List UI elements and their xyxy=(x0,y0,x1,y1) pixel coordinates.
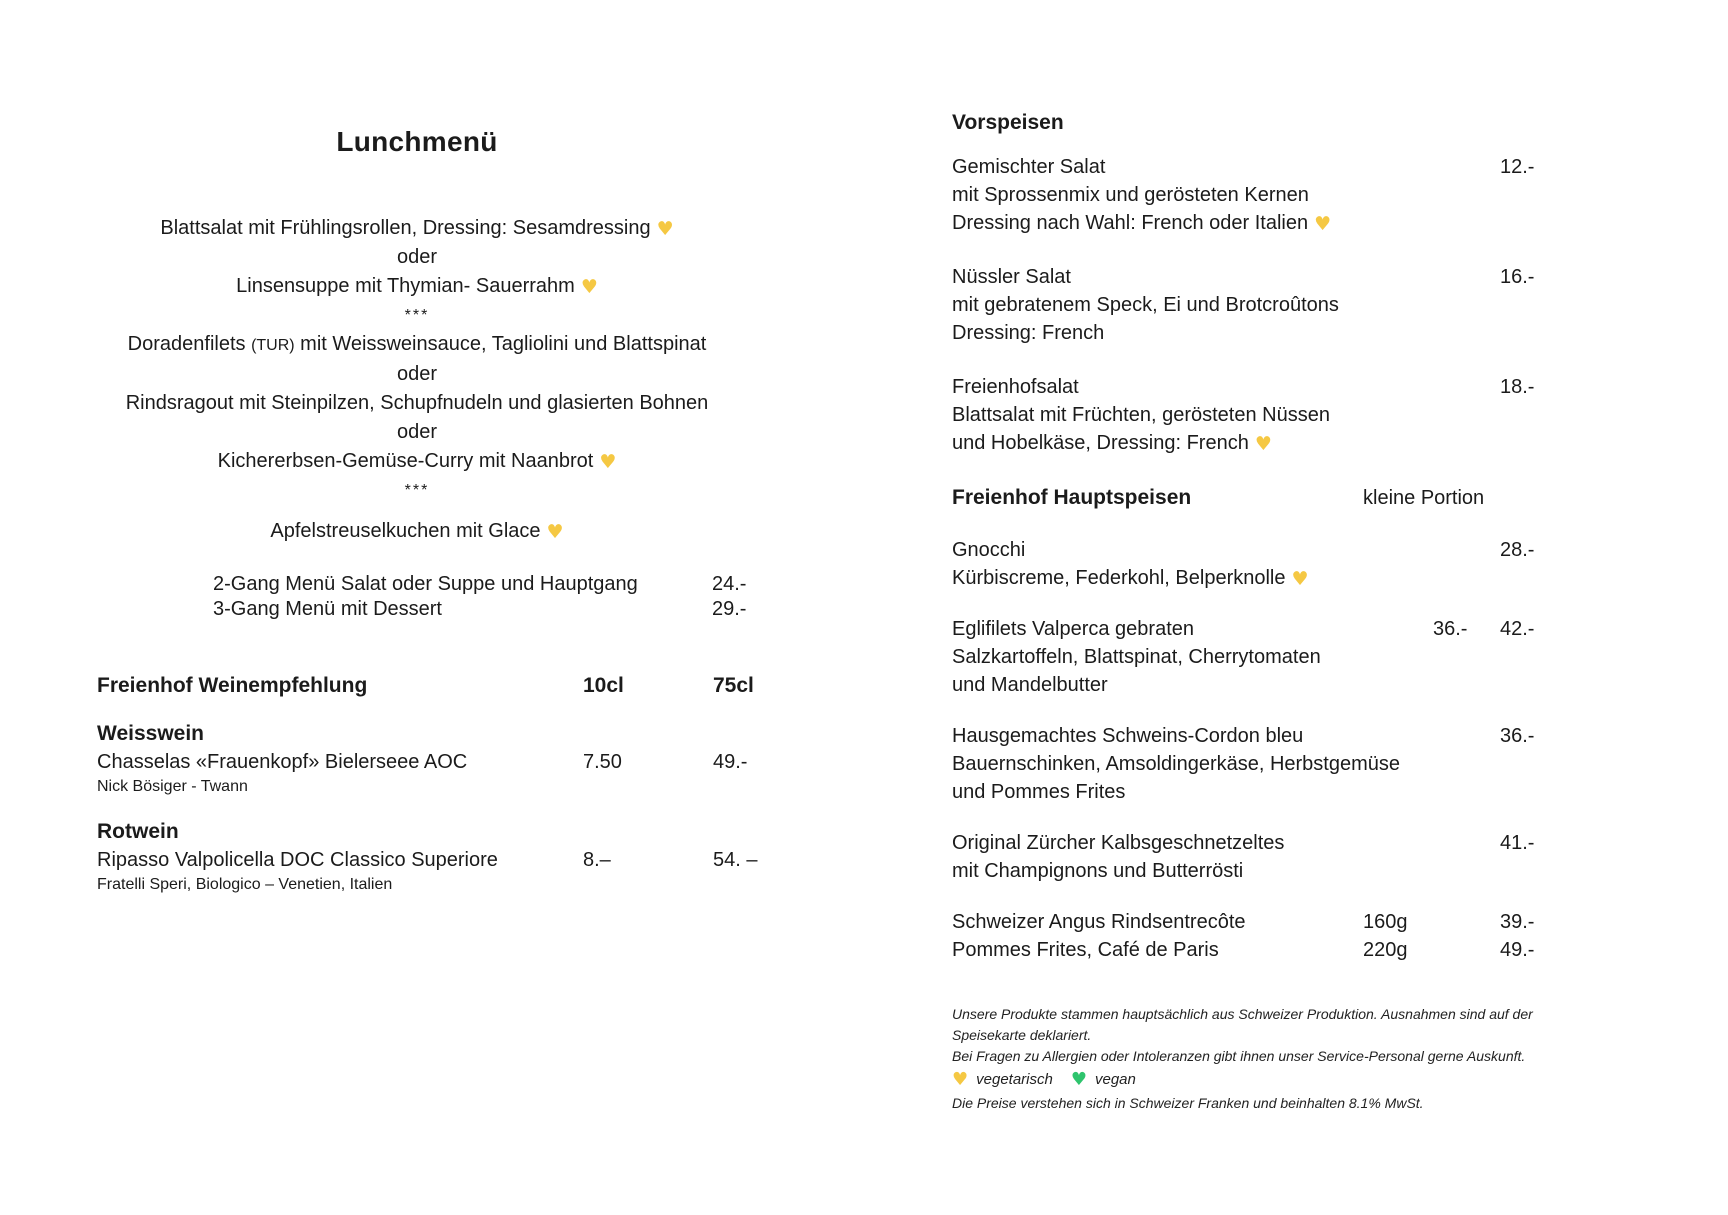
item-price: 41.- xyxy=(1500,832,1535,854)
menu-price-value: 24.- xyxy=(712,573,747,595)
menu-item xyxy=(952,615,1552,699)
lunch-menu-column xyxy=(97,126,758,896)
vegetarian-heart-icon: ♥ xyxy=(656,218,674,240)
menu-item xyxy=(952,908,1552,964)
menu-item xyxy=(952,722,1552,806)
item-name: Gnocchi xyxy=(952,539,1026,561)
course-separator-oder xyxy=(97,243,737,272)
divider-text: *** xyxy=(404,307,430,324)
mains-list xyxy=(952,536,1552,964)
item-price: 39.- xyxy=(1500,911,1535,933)
origin-note: (TUR) xyxy=(251,337,295,354)
item-description: und Pommes Frites xyxy=(952,781,1126,803)
wine-size-small-header: 10cl xyxy=(583,674,624,697)
vegetarian-heart-icon: ♥ xyxy=(1254,433,1272,455)
item-mid-cell xyxy=(1363,829,1500,857)
wine-price-large: 54. – xyxy=(713,849,758,871)
menu-item xyxy=(952,263,1552,347)
vegan-heart-icon: ♥ xyxy=(1070,1069,1087,1090)
course-divider xyxy=(97,301,737,330)
item-name-row xyxy=(952,536,1552,564)
item-name-row xyxy=(952,615,1552,643)
mains-header-row xyxy=(952,483,1552,513)
course-text: mit Weissweinsauce, Tagliolini und Blattspinat xyxy=(294,333,707,355)
item-name: Gemischter Salat xyxy=(952,156,1106,178)
item-description: und Mandelbutter xyxy=(952,674,1108,696)
vegetarian-heart-icon: ♥ xyxy=(1291,568,1309,590)
course-text: Rindsragout mit Steinpilzen, Schupfnudeln und glasierten Bohnen xyxy=(125,392,709,414)
item-name-row xyxy=(952,153,1552,181)
item-description: mit Champignons und Butterrösti xyxy=(952,860,1244,882)
footer-note: Speisekarte deklariert. xyxy=(952,1027,1092,1043)
menu-item xyxy=(952,536,1552,592)
item-price: 12.- xyxy=(1500,156,1535,178)
menu-price-value: 29.- xyxy=(712,598,747,620)
menu-price-label: 2-Gang Menü Salat oder Suppe und Hauptgang xyxy=(213,573,638,595)
footer-note: Bei Fragen zu Allergien oder Intoleranzen gibt ihnen unser Service-Personal gerne Auskunft. xyxy=(952,1048,1526,1064)
starters-section-title: Vorspeisen xyxy=(952,111,1064,134)
menu-item xyxy=(952,829,1552,885)
course-line xyxy=(97,272,737,301)
item-description xyxy=(952,429,1552,457)
course-text: Blattsalat mit Frühlingsrollen, Dressing: Sesamdressing xyxy=(160,217,651,239)
starters-list xyxy=(952,153,1552,457)
course-separator-oder xyxy=(97,360,737,389)
item-description-text: und Hobelkäse, Dressing: French xyxy=(952,432,1249,454)
item-description-text: Dressing nach Wahl: French oder Italien xyxy=(952,212,1309,234)
item-weight: 220g xyxy=(1363,939,1408,961)
menu-price-label: 3-Gang Menü mit Dessert xyxy=(213,598,442,620)
vegetarian-heart-icon: ♥ xyxy=(546,521,564,543)
vegetarian-legend-label: vegetarisch xyxy=(976,1071,1053,1088)
item-description: Salzkartoffeln, Blattspinat, Cherrytomaten xyxy=(952,646,1321,668)
item-name-row xyxy=(952,263,1552,291)
item-name: Original Zürcher Kalbsgeschnetzeltes xyxy=(952,832,1285,854)
divider-text: *** xyxy=(404,482,430,499)
item-description: Blattsalat mit Früchten, gerösteten Nüssen xyxy=(952,404,1330,426)
course-separator-oder xyxy=(97,418,737,447)
footer-note: Die Preise verstehen sich in Schweizer Franken und beinhalten 8.1% MwSt. xyxy=(952,1095,1424,1111)
item-mid-cell xyxy=(1363,263,1500,291)
item-name: Nüssler Salat xyxy=(952,266,1071,288)
course-line xyxy=(97,447,737,476)
item-description: Bauernschinken, Amsoldingerkäse, Herbstgemüse xyxy=(952,753,1401,775)
item-mid-cell xyxy=(1363,373,1500,401)
course-text: oder xyxy=(396,246,438,268)
item-description: Dressing: French xyxy=(952,322,1105,344)
footer-note: Unsere Produkte stammen hauptsächlich aus Schweizer Produktion. Ausnahmen sind auf der xyxy=(952,1006,1533,1022)
vegetarian-heart-icon: ♥ xyxy=(599,451,617,473)
wine-row xyxy=(97,748,748,776)
menu-footer xyxy=(952,1004,1552,1114)
vegetarian-heart-icon: ♥ xyxy=(952,1069,969,1090)
item-mid-cell xyxy=(1363,536,1500,564)
wine-recommendation-section xyxy=(97,672,758,896)
wine-producer: Nick Bösiger - Twann xyxy=(97,778,248,795)
item-name-row xyxy=(952,829,1552,857)
course-text: oder xyxy=(396,363,438,385)
item-description: Pommes Frites, Café de Paris xyxy=(952,939,1219,961)
item-name: Eglifilets Valperca gebraten xyxy=(952,618,1194,640)
wine-row xyxy=(97,846,758,874)
wine-price-small: 8.– xyxy=(583,849,611,871)
vegetarian-heart-icon: ♥ xyxy=(1314,213,1332,235)
item-price: 16.- xyxy=(1500,266,1535,288)
course-text: Kichererbsen-Gemüse-Curry mit Naanbrot xyxy=(217,450,594,472)
menu-item xyxy=(952,153,1552,237)
wine-name: Ripasso Valpolicella DOC Classico Superiore xyxy=(97,849,498,871)
item-price: 36.- xyxy=(1500,725,1535,747)
item-description-text: Kürbiscreme, Federkohl, Belperknolle xyxy=(952,567,1286,589)
item-small-portion-price: 36.- xyxy=(1433,618,1468,640)
dessert-line xyxy=(97,517,737,546)
item-variant-row xyxy=(952,936,1552,964)
lunch-menu-title: Lunchmenü xyxy=(336,126,498,157)
item-description: mit Sprossenmix und gerösteten Kernen xyxy=(952,184,1309,206)
item-name-row xyxy=(952,373,1552,401)
wine-price-large: 49.- xyxy=(713,751,748,773)
wine-size-large-header: 75cl xyxy=(713,674,754,697)
item-description xyxy=(952,564,1552,592)
item-description xyxy=(952,209,1552,237)
small-portion-column-header: kleine Portion xyxy=(1363,487,1485,509)
mains-section-title: Freienhof Hauptspeisen xyxy=(952,486,1192,509)
wine-category-white: Weisswein xyxy=(97,722,204,745)
menu-item xyxy=(952,373,1552,457)
item-name-row xyxy=(952,722,1552,750)
a-la-carte-column xyxy=(952,108,1552,1114)
item-name: Hausgemachtes Schweins-Cordon bleu xyxy=(952,725,1304,747)
item-mid-cell xyxy=(1363,153,1500,181)
menu-price-row xyxy=(213,572,747,597)
lunch-pricing xyxy=(97,572,747,622)
wine-header-row xyxy=(97,672,754,700)
item-mid-cell xyxy=(1363,722,1500,750)
item-description: mit gebratenem Speck, Ei und Brotcroûtons xyxy=(952,294,1339,316)
item-price: 42.- xyxy=(1500,618,1535,640)
course-text: Linsensuppe mit Thymian- Sauerrahm xyxy=(236,275,575,297)
wine-price-small: 7.50 xyxy=(583,751,622,773)
course-line xyxy=(97,214,737,243)
wine-section-title: Freienhof Weinempfehlung xyxy=(97,674,368,697)
item-name: Schweizer Angus Rindsentrecôte xyxy=(952,911,1246,933)
item-weight: 160g xyxy=(1363,911,1408,933)
course-line xyxy=(97,330,737,360)
item-price: 28.- xyxy=(1500,539,1535,561)
wine-category-red: Rotwein xyxy=(97,820,179,843)
lunch-course-list xyxy=(97,214,737,546)
diet-legend xyxy=(952,1067,1552,1093)
course-divider xyxy=(97,476,737,505)
vegan-legend-label: vegan xyxy=(1095,1071,1136,1088)
course-text: Doradenfilets xyxy=(127,333,252,355)
course-line xyxy=(97,389,737,418)
course-text: Apfelstreuselkuchen mit Glace xyxy=(270,520,541,542)
item-name-row xyxy=(952,908,1552,936)
item-price: 49.- xyxy=(1500,939,1535,961)
vegetarian-heart-icon: ♥ xyxy=(580,276,598,298)
item-name: Freienhofsalat xyxy=(952,376,1079,398)
menu-price-row xyxy=(213,597,747,622)
item-price: 18.- xyxy=(1500,376,1535,398)
wine-producer: Fratelli Speri, Biologico – Venetien, Italien xyxy=(97,876,393,893)
wine-name: Chasselas «Frauenkopf» Bielerseee AOC xyxy=(97,751,468,773)
course-text: oder xyxy=(396,421,438,443)
